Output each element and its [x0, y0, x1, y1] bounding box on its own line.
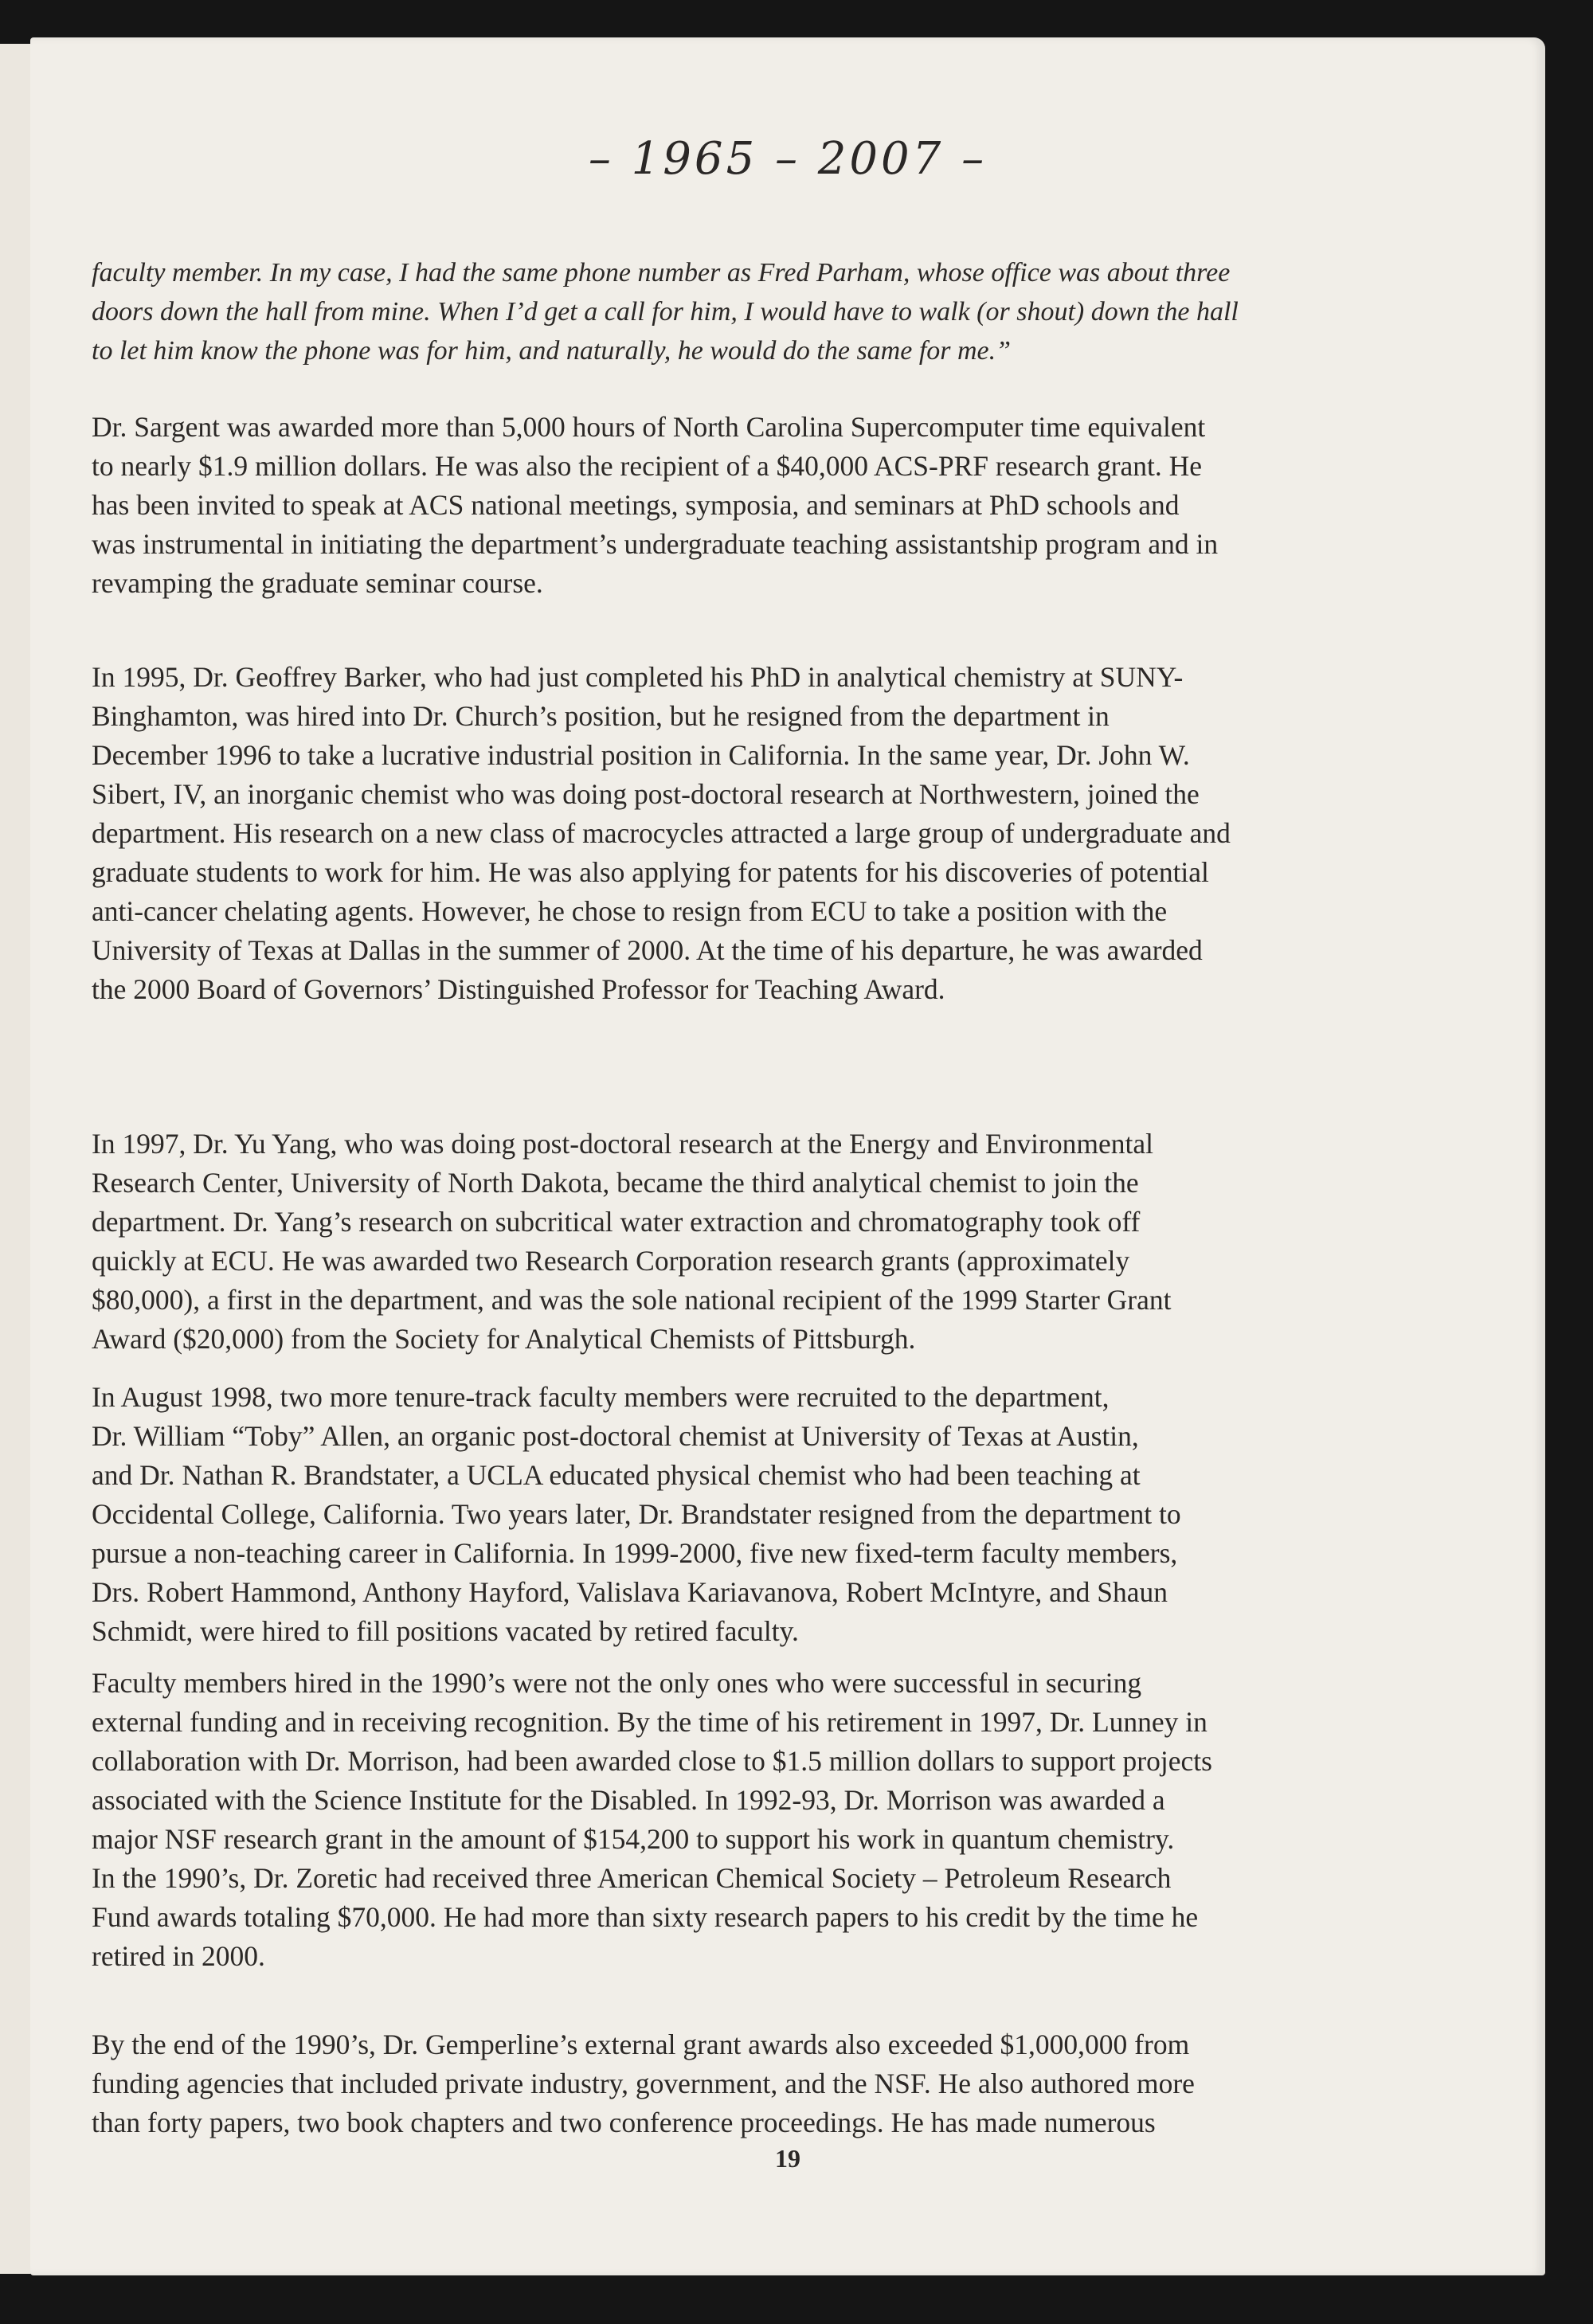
text-line: Faculty members hired in the 1990’s were not the only ones who were successful in securing: [92, 1667, 1142, 1699]
body-paragraph: [92, 1125, 1172, 1359]
page-header-years: – 1965 – 2007 –: [588, 133, 988, 185]
text-line: funding agencies that included private industry, government, and the NSF. He also authored more: [92, 2068, 1195, 2099]
text-line: than forty papers, two book chapters and two conference proceedings. He has made numerous: [92, 2107, 1156, 2138]
text-line: anti-cancer chelating agents. However, he chose to resign from ECU to take a position with the: [92, 895, 1168, 927]
text-line: Sibert, IV, an inorganic chemist who was doing post-doctoral research at Northwestern, joined the: [92, 778, 1200, 810]
text-line: and Dr. Nathan R. Brandstater, a UCLA educated physical chemist who had been teaching at: [92, 1459, 1141, 1491]
text-line: In August 1998, two more tenure-track faculty members were recruited to the department,: [92, 1381, 1110, 1413]
text-line: retired in 2000.: [92, 1940, 265, 1972]
book-page: [30, 37, 1545, 2275]
text-line: December 1996 to take a lucrative industrial position in California. In the same year, Dr. John W.: [92, 739, 1190, 771]
body-paragraph: [92, 408, 1218, 603]
text-line: Dr. Sargent was awarded more than 5,000 hours of North Carolina Supercomputer time equivalent: [92, 411, 1206, 443]
text-line: Occidental College, California. Two years later, Dr. Brandstater resigned from the department to: [92, 1498, 1181, 1530]
text-line: the 2000 Board of Governors’ Distinguished Professor for Teaching Award.: [92, 973, 945, 1005]
text-line: University of Texas at Dallas in the summer of 2000. At the time of his departure, he was awarded: [92, 934, 1203, 966]
text-line: department. His research on a new class of macrocycles attracted a large group of undergraduate and: [92, 817, 1231, 849]
text-line: Schmidt, were hired to fill positions vacated by retired faculty.: [92, 1615, 799, 1647]
quote-line: doors down the hall from mine. When I’d get a call for him, I would have to walk (or shout) down the hall: [92, 297, 1239, 327]
text-line: Research Center, University of North Dakota, became the third analytical chemist to join the: [92, 1167, 1139, 1199]
text-line: In 1995, Dr. Geoffrey Barker, who had just completed his PhD in analytical chemistry at SUNY-: [92, 661, 1184, 693]
quote-line: to let him know the phone was for him, and naturally, he would do the same for me.”: [92, 336, 1012, 366]
quote-line: faculty member. In my case, I had the same phone number as Fred Parham, whose office was about three: [92, 258, 1231, 288]
text-line: external funding and in receiving recognition. By the time of his retirement in 1997, Dr. Lunney in: [92, 1706, 1207, 1738]
text-line: to nearly $1.9 million dollars. He was also the recipient of a $40,000 ACS-PRF research grant. He: [92, 450, 1203, 482]
text-line: In 1997, Dr. Yu Yang, who was doing post-doctoral research at the Energy and Environmental: [92, 1128, 1153, 1160]
text-line: major NSF research grant in the amount of $154,200 to support his work in quantum chemistry.: [92, 1823, 1175, 1855]
text-line: collaboration with Dr. Morrison, had been awarded close to $1.5 million dollars to support projects: [92, 1745, 1212, 1777]
text-line: Binghamton, was hired into Dr. Church’s position, but he resigned from the department in: [92, 700, 1110, 732]
text-line: quickly at ECU. He was awarded two Research Corporation research grants (approximately: [92, 1245, 1130, 1277]
text-line: revamping the graduate seminar course.: [92, 567, 543, 599]
text-line: Fund awards totaling $70,000. He had more than sixty research papers to his credit by the time he: [92, 1901, 1199, 1933]
facing-page-edge: [0, 44, 32, 2274]
text-line: associated with the Science Institute for the Disabled. In 1992-93, Dr. Morrison was awarded a: [92, 1784, 1165, 1816]
body-paragraph: [92, 658, 1231, 1009]
text-line: graduate students to work for him. He was also applying for patents for his discoveries of potential: [92, 856, 1209, 888]
text-line: Drs. Robert Hammond, Anthony Hayford, Valislava Kariavanova, Robert McIntyre, and Shaun: [92, 1576, 1168, 1608]
body-paragraph: [92, 1664, 1212, 1976]
text-line: has been invited to speak at ACS national meetings, symposia, and seminars at PhD schools and: [92, 489, 1180, 521]
text-line: By the end of the 1990’s, Dr. Gemperline’s external grant awards also exceeded $1,000,000 from: [92, 2029, 1190, 2060]
text-line: pursue a non-teaching career in California. In 1999-2000, five new fixed-term faculty members,: [92, 1537, 1178, 1569]
text-line: department. Dr. Yang’s research on subcritical water extraction and chromatography took off: [92, 1206, 1141, 1238]
page-number: 19: [775, 2144, 800, 2173]
body-paragraph: [92, 1378, 1181, 1651]
text-line: In the 1990’s, Dr. Zoretic had received three American Chemical Society – Petroleum Research: [92, 1862, 1172, 1894]
text-line: Award ($20,000) from the Society for Analytical Chemists of Pittsburgh.: [92, 1323, 916, 1355]
text-line: $80,000), a first in the department, and was the sole national recipient of the 1999 Starter Grant: [92, 1284, 1172, 1316]
text-line: Dr. William “Toby” Allen, an organic post-doctoral chemist at University of Texas at Austin,: [92, 1420, 1139, 1452]
quote-paragraph: [92, 253, 1239, 370]
text-line: was instrumental in initiating the department’s undergraduate teaching assistantship program and in: [92, 528, 1219, 560]
body-paragraph: [92, 2025, 1195, 2142]
